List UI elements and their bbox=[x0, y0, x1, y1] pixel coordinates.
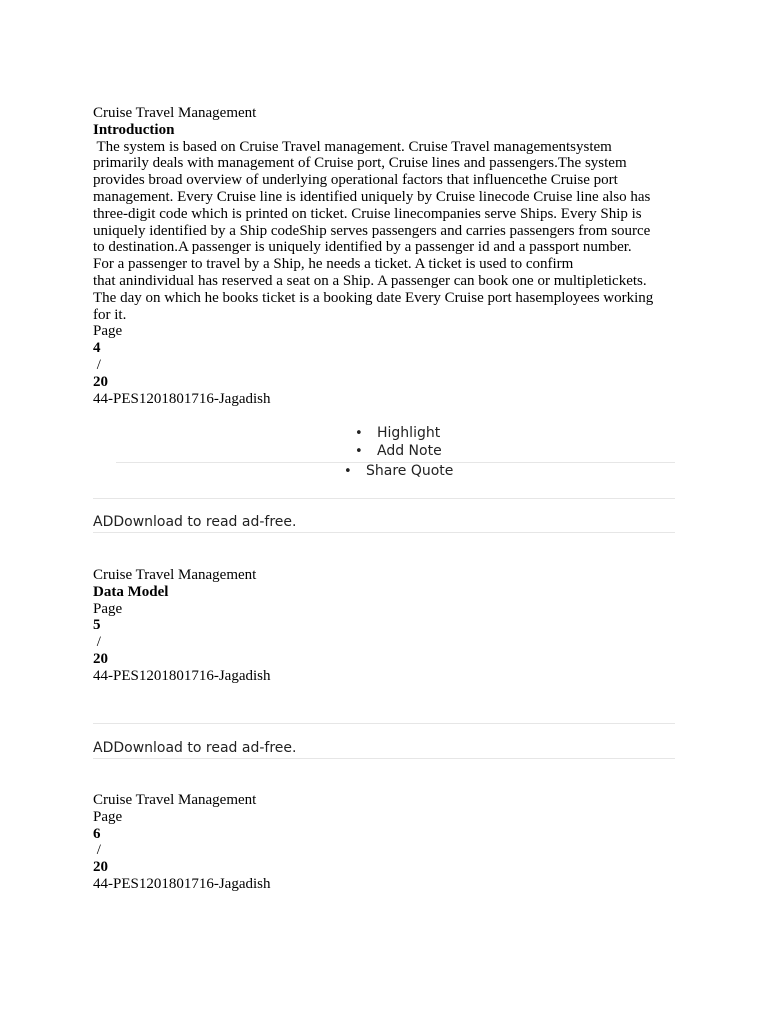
paragraph-line: provides broad overview of underlying operational factors that influencethe Cruise port bbox=[93, 172, 618, 189]
paragraph-line: uniquely identified by a Ship codeShip serves passengers and carries passengers from source bbox=[93, 222, 651, 239]
highlight-menu-item[interactable] bbox=[355, 425, 440, 441]
paragraph-line: three-digit code which is printed on ticket. Cruise linecompanies serve Ships. Every Ship is bbox=[93, 205, 642, 222]
share-quote-menu-item[interactable] bbox=[344, 463, 453, 479]
paragraph-line: management. Every Cruise line is identified uniquely by Cruise linecode Cruise line also has bbox=[93, 188, 651, 205]
page-separator: / bbox=[93, 842, 101, 859]
highlight-label: Highlight bbox=[377, 425, 441, 441]
bullet-icon: • bbox=[355, 426, 363, 441]
intro-paragraph bbox=[93, 139, 683, 324]
page-label: Page bbox=[93, 808, 123, 825]
paragraph-line: For a passenger to travel by a Ship, he needs a ticket. A ticket is used to confirm bbox=[93, 256, 574, 273]
section-heading: Introduction bbox=[93, 121, 175, 138]
page-total: 20 bbox=[93, 859, 108, 876]
ad-bottom-divider bbox=[93, 532, 675, 533]
paragraph-line: primarily deals with management of Cruise port, Cruise lines and passengers.The system bbox=[93, 155, 627, 172]
doc-title: Cruise Travel Management bbox=[93, 567, 257, 583]
page-total: 20 bbox=[93, 650, 108, 667]
page-5-section bbox=[93, 567, 683, 685]
page-number: 5 bbox=[93, 617, 101, 634]
document-footer: 44-PES1201801716-Jagadish bbox=[93, 667, 271, 684]
section-heading: Data Model bbox=[93, 583, 169, 600]
ad-top-divider bbox=[93, 723, 675, 724]
paragraph-line: The day on which he books ticket is a booking date Every Cruise port hasemployees working bbox=[93, 289, 654, 306]
add-note-menu-item[interactable] bbox=[355, 443, 442, 459]
paragraph-line: that anindividual has reserved a seat on a Ship. A passenger can book one or multipletickets. bbox=[93, 272, 647, 289]
doc-title: Cruise Travel Management bbox=[93, 105, 257, 121]
document-footer: 44-PES1201801716-Jagadish bbox=[93, 875, 271, 892]
page-label: Page bbox=[93, 600, 123, 617]
page-6-section bbox=[93, 792, 683, 893]
ad-download-link[interactable]: ADDownload to read ad-free. bbox=[93, 740, 297, 756]
ad-bottom-divider bbox=[93, 758, 675, 759]
ad-download-link[interactable]: ADDownload to read ad-free. bbox=[93, 514, 297, 530]
page-number: 4 bbox=[93, 340, 101, 357]
page-separator: / bbox=[93, 634, 101, 651]
page-label: Page bbox=[93, 323, 123, 340]
page-number: 6 bbox=[93, 825, 101, 842]
share-quote-label: Share Quote bbox=[366, 463, 454, 479]
bullet-icon: • bbox=[355, 444, 363, 459]
bullet-icon: • bbox=[344, 464, 352, 479]
page-4-section bbox=[93, 105, 683, 407]
paragraph-line: for it. bbox=[93, 306, 127, 323]
paragraph-line: to destination.A passenger is uniquely identified by a passenger id and a passport number. bbox=[93, 239, 632, 256]
page-separator: / bbox=[93, 356, 101, 373]
ad-top-divider bbox=[93, 498, 675, 499]
page-total: 20 bbox=[93, 373, 108, 390]
paragraph-line: The system is based on Cruise Travel management. Cruise Travel managementsystem bbox=[93, 138, 612, 155]
doc-title: Cruise Travel Management bbox=[93, 792, 257, 808]
document-footer: 44-PES1201801716-Jagadish bbox=[93, 390, 271, 407]
add-note-label: Add Note bbox=[377, 443, 442, 459]
